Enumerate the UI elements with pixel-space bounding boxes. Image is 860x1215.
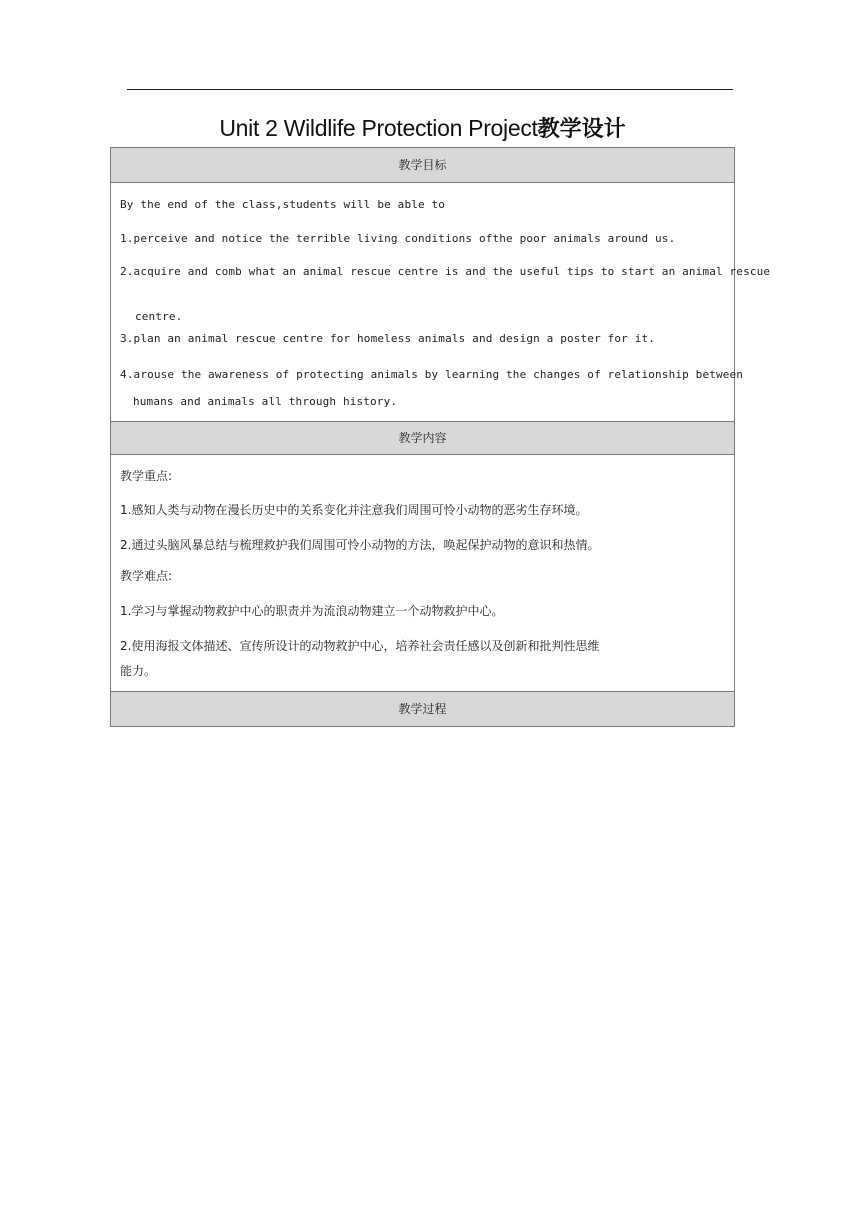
key-point-2: 2.通过头脑风暴总结与梳理救护我们周围可怜小动物的方法，唤起保护动物的意识和热情。	[120, 538, 600, 552]
objective-2-line-1: 2.acquire and comb what an animal rescue centre is and the useful tips to start an animal rescue	[120, 265, 771, 278]
objectives-heading: 教学目标	[398, 158, 447, 172]
objectives-intro: By the end of the class,students will be able to	[120, 198, 446, 211]
difficult-point-2-line-1: 2.使用海报文体描述、宣传所设计的动物救护中心，培养社会责任感以及创新和批判性思维	[120, 639, 600, 653]
content-body	[111, 455, 734, 691]
content-heading: 教学内容	[398, 431, 447, 445]
objective-4-line-2: humans and animals all through history.	[133, 395, 398, 408]
content-cell	[111, 455, 735, 692]
key-point-1: 1.感知人类与动物在漫长历史中的关系变化并注意我们周围可怜小动物的恶劣生存环境。	[120, 503, 588, 517]
document-title	[110, 112, 735, 143]
process-heading-cell	[111, 692, 735, 727]
lesson-plan-table	[110, 147, 771, 727]
title-cjk: 教学设计	[537, 117, 626, 142]
objectives-cell	[111, 183, 771, 422]
title-latin: Unit 2 Wildlife Protection Project	[219, 115, 538, 141]
key-points-label: 教学重点:	[120, 469, 173, 483]
difficult-points-label: 教学难点:	[120, 569, 173, 583]
objectives-body	[111, 183, 771, 421]
content-heading-cell	[111, 422, 735, 455]
objective-3: 3.plan an animal rescue centre for homeless animals and design a poster for it.	[120, 332, 656, 345]
objective-1: 1.perceive and notice the terrible living conditions ofthe poor animals around us.	[120, 232, 676, 245]
process-heading: 教学过程	[398, 702, 447, 716]
objective-4-line-1: 4.arouse the awareness of protecting animals by learning the changes of relationship between	[120, 368, 744, 381]
difficult-point-2-line-2: 能力。	[120, 664, 157, 678]
difficult-point-1: 1.学习与掌握动物救护中心的职责并为流浪动物建立一个动物救护中心。	[120, 604, 504, 618]
header-rule	[127, 89, 733, 90]
objective-2-line-2: centre.	[135, 310, 183, 323]
objectives-heading-cell	[111, 148, 735, 183]
